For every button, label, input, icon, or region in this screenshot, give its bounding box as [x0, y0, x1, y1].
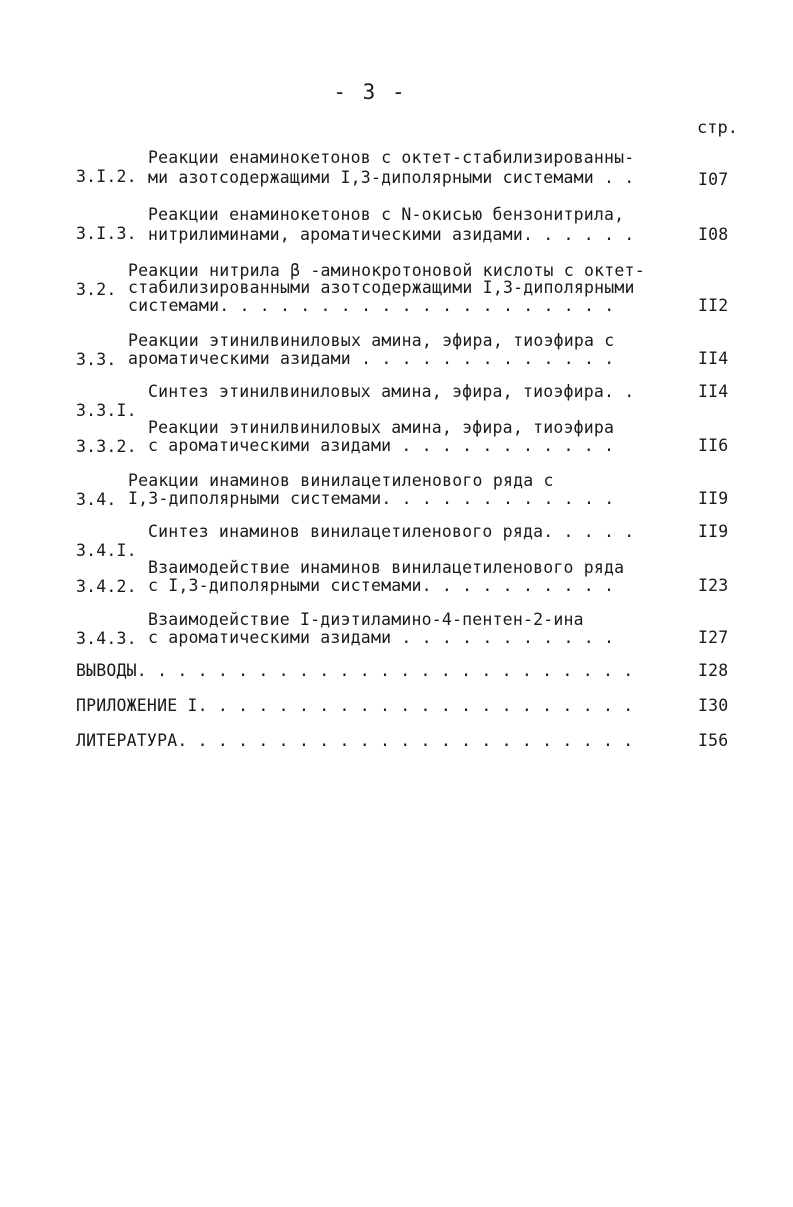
toc-entry-page: I28 — [698, 661, 729, 680]
toc-entry-number: 3.3.2. — [76, 437, 137, 456]
toc-entry-line: ароматическими азидами . . . . . . . . . . . . . — [128, 349, 615, 368]
toc-entry-page: II4 — [698, 349, 729, 368]
toc-entry-number: 3.3. — [76, 350, 117, 369]
toc-entry-number: 3.I.2. — [76, 167, 137, 186]
toc-entry-page: II9 — [698, 489, 729, 508]
toc-entry-line: Реакции енаминокетонов с октет-стабилизированны- — [148, 148, 635, 167]
toc-entry-number: 3.2. — [76, 280, 117, 299]
toc-entry-line: с I,3-диполярными системами. . . . . . . . . . — [148, 576, 615, 595]
toc-entry-page: I27 — [698, 628, 729, 647]
toc-entry-line: ВЫВОДЫ. . . . . . . . . . . . . . . . . . . . . . . . . — [76, 661, 634, 680]
toc-entry-page: II2 — [698, 296, 729, 315]
toc-entry-line: Взаимодействие I-диэтиламино-4-пентен-2-ина — [148, 610, 584, 629]
toc-entry-page: I08 — [698, 225, 729, 244]
toc-entry-number: 3.3.I. — [76, 401, 137, 420]
toc-entry-number: 3.I.3. — [76, 224, 137, 243]
toc-entry-page: II4 — [698, 382, 729, 401]
toc-entry-line: системами. . . . . . . . . . . . . . . . . . . . — [128, 296, 615, 315]
page-column-header: стр. — [697, 118, 738, 138]
toc-entry-page: I30 — [698, 696, 729, 715]
toc-entry-line: Реакции нитрила β -аминокротоновой кислоты с октет- — [128, 261, 645, 280]
toc-entry-line: нитрилиминами, ароматическими азидами. . . . . . — [148, 225, 635, 244]
toc-entry-line: Взаимодействие инаминов винилацетиленового ряда — [148, 558, 625, 577]
toc-entry-line: Реакции инаминов винилацетиленового ряда с — [128, 471, 554, 490]
toc-entry-line: I,3-диполярными системами. . . . . . . . . . . . — [128, 489, 615, 508]
toc-entry-page: I56 — [698, 731, 729, 750]
toc-entry-line: Синтез этинилвиниловых амина, эфира, тиоэфира. . — [148, 382, 635, 401]
toc-entry-number: 3.4.I. — [76, 541, 137, 560]
toc-entry — [76, 731, 729, 807]
toc-entry-page: I07 — [698, 170, 729, 189]
toc-entry-page: II9 — [698, 522, 729, 541]
toc-entry-line: Реакции енаминокетонов с N-окисью бензонитрила, — [148, 205, 625, 224]
toc-entry-line: Реакции этинилвиниловых амина, эфира, тиоэфира — [148, 418, 615, 437]
toc-entry-line: с ароматическими азидами . . . . . . . . . . . — [148, 436, 615, 455]
toc-entry-line: стабилизированными азотсодержащими I,3-диполярными — [128, 278, 635, 297]
toc-entry-number: 3.4.3. — [76, 629, 137, 648]
toc-entry-line: Синтез инаминов винилацетиленового ряда. . . . . — [148, 522, 635, 541]
toc-entry-line: Реакции этинилвиниловых амина, эфира, тиоэфира с — [128, 331, 615, 350]
toc-entry-page: I23 — [698, 576, 729, 595]
toc-entry-line: ми азотсодержащими I,3-диполярными системами . . — [148, 168, 635, 187]
page-number: - 3 - — [333, 80, 407, 104]
toc-entry-line: с ароматическими азидами . . . . . . . . . . . — [148, 628, 615, 647]
toc-entry-number: 3.4.2. — [76, 577, 137, 596]
toc-entry-number: 3.4. — [76, 490, 117, 509]
toc-entry-line: ЛИТЕРАТУРА. . . . . . . . . . . . . . . . . . . . . . . — [76, 731, 634, 750]
toc-entry-line: ПРИЛОЖЕНИЕ I. . . . . . . . . . . . . . . . . . . . . . — [76, 696, 634, 715]
toc-entry-page: II6 — [698, 436, 729, 455]
